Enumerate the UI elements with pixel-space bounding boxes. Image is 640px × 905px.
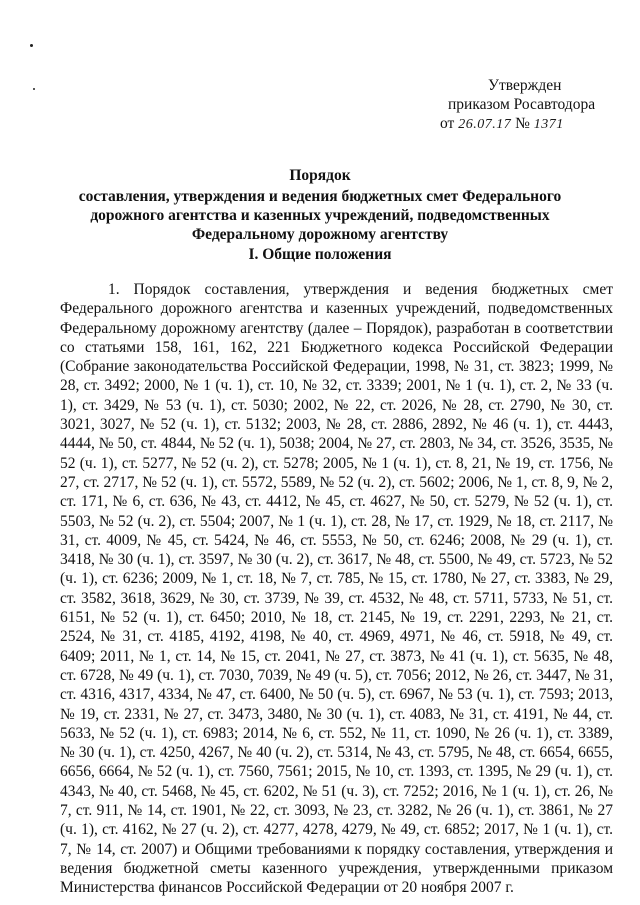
approval-date-prefix: от	[440, 115, 455, 132]
scan-speck	[30, 44, 33, 47]
document-subtitle: составления, утверждения и ведения бюджетных смет Федерального дорожного агентства и казенных учреждений, подведомственных Федеральному дорожному агентству	[78, 188, 562, 243]
approval-handwritten-number: 1371	[533, 117, 564, 132]
document-title: Порядок	[289, 167, 351, 184]
document-title-block	[40, 166, 600, 244]
approval-line-order: приказом Росавтодора	[448, 96, 596, 113]
approval-line-approved: Утвержден	[488, 77, 562, 94]
section-heading: I. Общие положения	[248, 246, 392, 263]
approval-handwritten-date: 26.07.17	[458, 117, 512, 132]
scan-speck	[33, 88, 35, 90]
paragraph-1: 1. Порядок составления, утверждения и ведения бюджетных смет Федерального дорожного агентства и казенных учреждений, подведомственных Федеральному дорожному агентству (далее – Порядок), разработан в соответствии со статьями 158, 161, 162, 221 Бюджетного кодекса Российской Федерации (Собрание законодательства Российской Федерации, 1998, № 31, ст. 3823; 1999, № 28, ст. 3492; 2000, № 1 (ч. 1), ст. 10, № 32, ст. 3339; 2001, № 1 (ч. 1), ст. 2, № 33 (ч. 1), ст. 3429, № 53 (ч. 1), ст. 5030; 2002, № 22, ст. 2026, № 28, ст. 2790, № 30, ст. 3021, 3027, № 52 (ч. 1), ст. 5132; 2003, № 28, ст. 2886, 2892, № 46 (ч. 1), ст. 4443, 4444, № 50, ст. 4844, № 52 (ч. 1), 5038; 2004, № 27, ст. 2803, № 34, ст. 3526, 3535, № 52 (ч. 1), ст. 5277, № 52 (ч. 2), ст. 5278; 2005, № 1 (ч. 1), ст. 8, 21, № 19, ст. 1756, № 27, ст. 2717, № 52 (ч. 1), ст. 5572, 5589, № 52 (ч. 2), ст. 5602; 2006, № 1, ст. 8, 9, № 2, ст. 171, № 6, ст. 636, № 43, ст. 4412, № 45, ст. 4627, № 50, ст. 5279, № 52 (ч. 1), ст. 5503, № 52 (ч. 2), ст. 5504; 2007, № 1 (ч. 1), ст. 28, № 17, ст. 1929, № 18, ст. 2117, № 31, ст. 4009, № 45, ст. 5424, № 46, ст. 5553, № 50, ст. 6246; 2008, № 29 (ч. 1), ст. 3418, № 30 (ч. 1), ст. 3597, № 30 (ч. 2), ст. 3617, № 48, ст. 5500, № 49, ст. 5723, № 52 (ч. 1), ст. 6236; 2009, № 1, ст. 18, № 7, ст. 785, № 15, ст. 1780, № 27, ст. 3383, № 29, ст. 3582, 3618, 3629, № 30, ст. 3739, № 39, ст. 4532, № 48, ст. 5711, 5733, № 51, ст. 6151, № 52 (ч. 1), ст. 6450; 2010, № 18, ст. 2145, № 19, ст. 2291, 2293, № 21, ст. 2524, № 31, ст. 4185, 4192, 4198, № 40, ст. 4969, 4971, № 46, ст. 5918, № 49, ст. 6409; 2011, № 1, ст. 14, № 15, ст. 2041, № 27, ст. 3873, № 41 (ч. 1), ст. 5635, № 48, ст. 6728, № 49 (ч. 1), ст. 7030, 7039, № 49 (ч. 5), ст. 7056; 2012, № 26, ст. 3447, № 31, ст. 4316, 4317, 4334, № 47, ст. 6400, № 50 (ч. 5), ст. 6967, № 53 (ч. 1), ст. 7593; 2013, № 19, ст. 2331, № 27, ст. 3473, 3480, № 30 (ч. 1), ст. 4083, № 31, ст. 4191, № 44, ст. 5633, № 52 (ч. 1), ст. 6983; 2014, № 6, ст. 552, № 11, ст. 1090, № 26 (ч. 1), ст. 3389, № 30 (ч. 1), ст. 4250, 4267, № 40 (ч. 2), ст. 5314, № 43, ст. 5795, № 48, ст. 6654, 6655, 6656, 6664, № 52 (ч. 1), ст. 7560, 7561; 2015, № 10, ст. 1393, ст. 1395, № 29 (ч. 1), ст. 4343, № 40, ст. 5468, № 45, ст. 6202, № 51 (ч. 3), ст. 7252; 2016, № 1 (ч. 1), ст. 26, № 7, ст. 911, № 14, ст. 1901, № 22, ст. 3093, № 23, ст. 3282, № 26 (ч. 1), ст. 3861, № 27 (ч. 1), ст. 4162, № 27 (ч. 2), ст. 4277, 4278, 4279, № 49, ст. 6852; 2017, № 1 (ч. 1), ст. 7, № 14, ст. 2007) и Общими требованиями к порядку составления, утверждения и ведения бюджетной сметы казенного учреждения, утвержденными приказом Министерства финансов Российской Федерации от 20 ноября 2007 г.	[60, 281, 613, 897]
approval-stamp-block	[440, 76, 620, 134]
approval-line-date-number	[440, 114, 620, 134]
approval-number-sign: №	[515, 115, 530, 132]
